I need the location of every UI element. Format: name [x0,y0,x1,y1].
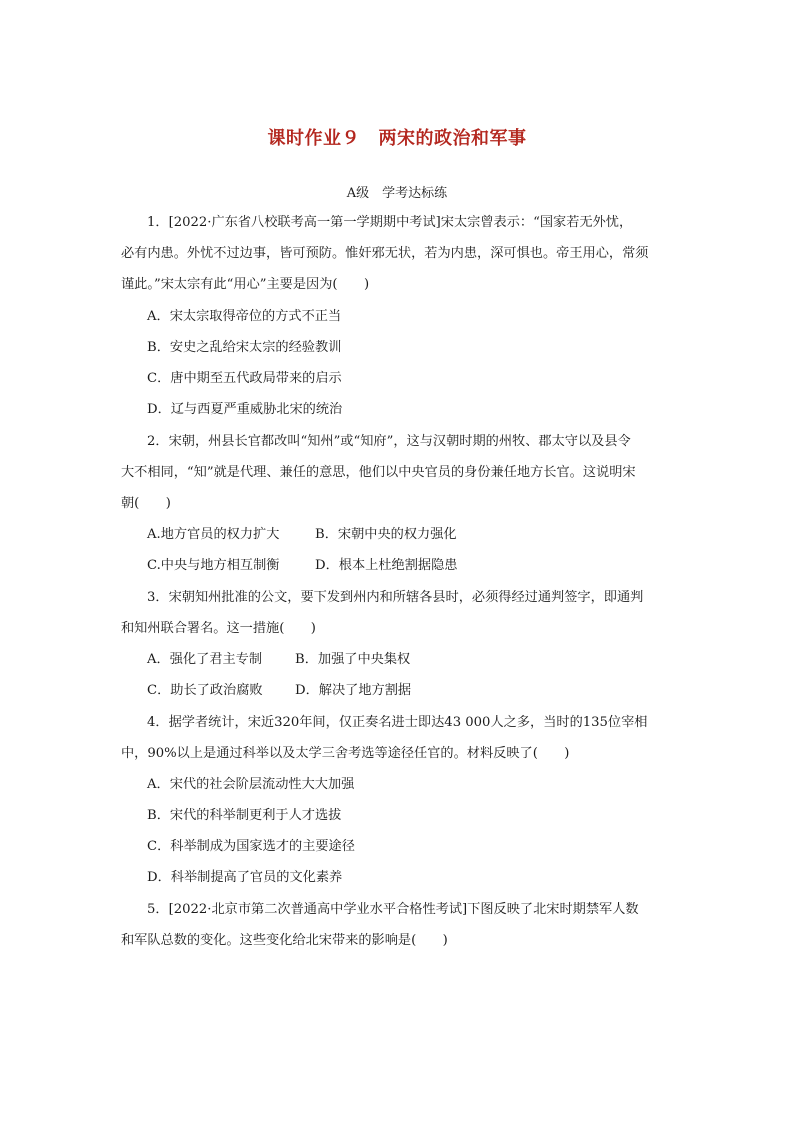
section-heading: A级 学考达标练 [346,186,448,201]
q3-stem-line-1: 3．宋朝知州批准的公文，要下发到州内和所辖各县时，必须得经过通判签字，即通判 [147,590,644,605]
q4-option-c: C．科举制成为国家选才的主要途径 [147,839,355,854]
q1-option-b: B．安史之乱给宋太宗的经验教训 [147,340,342,355]
q1-option-c: C．唐中期至五代政局带来的启示 [147,371,342,386]
q2-option-b: B．宋朝中央的权力强化 [315,527,457,542]
page-title: 课时作业９ 两宋的政治和军事 [267,128,527,149]
q1-option-d: D．辽与西夏严重威胁北宋的统治 [147,402,343,417]
q1-stem-line-2: 必有内患。外忧不过边事，皆可预防。惟奸邪无状，若为内患，深可惧也。帝王用心，常须 [121,246,649,261]
q1-option-a: A．宋太宗取得帝位的方式不正当 [147,309,342,324]
q1-stem-line-1: 1．[2022·广东省八校联考高一第一学期期中考试]宋太宗曾表示：“国家若无外忧， [147,215,633,230]
q4-option-b: B．宋代的科举制更利于人才选拔 [147,808,342,823]
q4-stem-line-2: 中，90%以上是通过科举以及太学三舍考选等途径任官的。材料反映了( ) [121,746,570,761]
q1-stem-line-3: 谨此。”宋太宗有此“用心”主要是因为( ) [121,277,370,292]
q3-option-a: A．强化了君主专制 [147,652,263,667]
q2-stem-line-2: 大不相同，“知”就是代理、兼任的意思，他们以中央官员的身份兼任地方长官。这说明宋 [121,465,636,480]
q3-option-c: C．助长了政治腐败 [147,683,263,698]
q2-stem-line-1: 2．宋朝，州县长官都改叫“知州”或“知府”，这与汉朝时期的州牧、郡太守以及县令 [147,434,631,449]
q2-option-d: D．根本上杜绝割据隐患 [315,558,458,573]
q2-option-c: C.中央与地方相互制衡 [147,558,280,573]
q2-stem-line-3: 朝( ) [121,496,171,511]
q5-stem-line-2: 和军队总数的变化。这些变化给北宋带来的影响是( ) [121,933,448,948]
q4-stem-line-1: 4．据学者统计，宋近320年间，仅正奏名进士即达43 000人之多，当时的135位宰相 [147,715,648,730]
q3-stem-line-2: 和知州联合署名。这一措施( ) [121,621,316,636]
q4-option-d: D．科举制提高了官员的文化素养 [147,870,343,885]
q3-option-d: D．解决了地方割据 [295,683,412,698]
q2-option-a: A.地方官员的权力扩大 [147,527,280,542]
q3-option-b: B．加强了中央集权 [295,652,411,667]
q4-option-a: A．宋代的社会阶层流动性大大加强 [147,777,355,792]
q5-stem-line-1: 5．[2022·北京市第二次普通高中学业水平合格性考试]下图反映了北宋时期禁军人数 [147,902,639,917]
